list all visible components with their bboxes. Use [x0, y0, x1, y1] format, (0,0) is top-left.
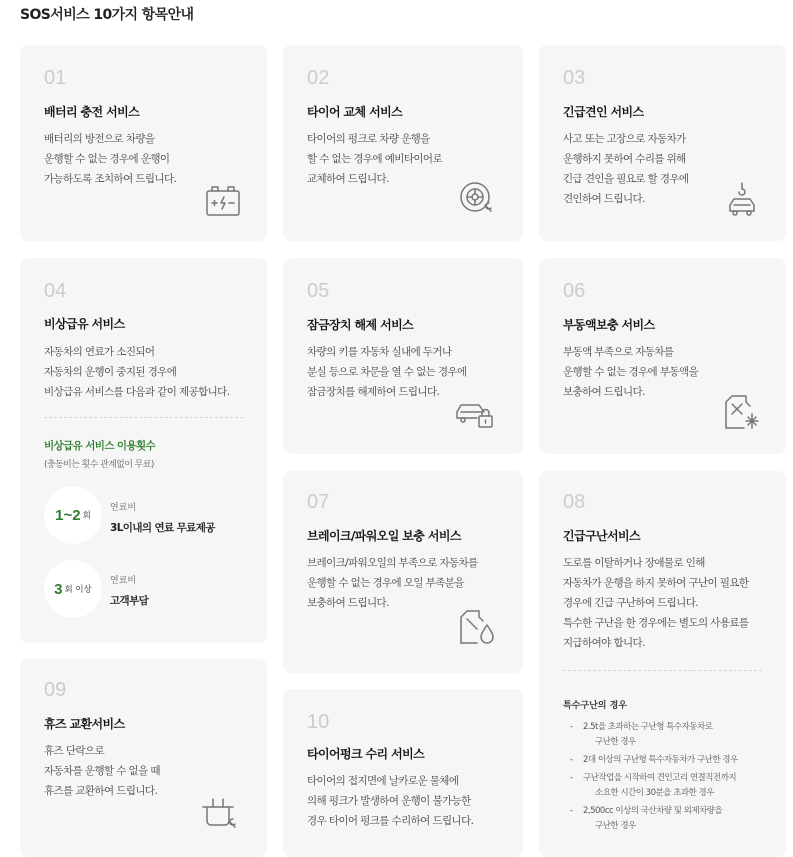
- antifreeze-can-icon: [722, 392, 762, 432]
- service-number: 09: [44, 679, 67, 701]
- service-card-tow: [539, 45, 786, 241]
- list-item: - 2,500cc 이상의 국산차량 및 외제차량을 구난한 경우: [563, 804, 738, 834]
- service-desc: 부동액 부족으로 자동차를 운행할 수 없는 경우에 부동액을 보충하여 드립니다.: [563, 346, 699, 398]
- service-card-tire: [283, 45, 523, 241]
- divider: [563, 670, 762, 671]
- service-title: 브레이크/파워오일 보충 서비스: [307, 529, 461, 543]
- service-title: 타이어 교체 서비스: [307, 105, 403, 119]
- tow-car-icon: [722, 181, 762, 221]
- service-title: 잠금장치 해제 서비스: [307, 318, 414, 332]
- service-desc: 타이어의 접지면에 날카로운 물체에 의해 펑크가 발생하여 운행이 불가능한 경우 타이어 펑크를 수리하여 드립니다.: [307, 775, 474, 827]
- service-number: 03: [563, 67, 586, 89]
- service-card-fuel: [20, 258, 267, 643]
- special-rescue-list: [563, 720, 738, 834]
- service-desc: 휴즈 단락으로 자동차를 운행할 수 없을 때 휴즈를 교환하여 드립니다.: [44, 745, 160, 797]
- service-card-battery: [20, 45, 267, 241]
- service-desc: 차량의 키를 자동차 실내에 두거나 분실 등으로 차문을 열 수 없는 경우에 잠금장치를 해제하여 드립니다.: [307, 346, 467, 398]
- service-card-antifreeze: [539, 258, 786, 454]
- service-desc: 사고 또는 고장으로 자동차가 운행하지 못하여 수리를 위해 긴급 견인을 필요로 할 경우에 견인하여 드립니다.: [563, 133, 689, 205]
- fuel-tier-label: 연료비: [110, 576, 137, 586]
- service-card-unlock: [283, 258, 523, 454]
- divider: [44, 417, 243, 418]
- fuel-usage-note: (충동비는 횟수 관계없이 무료): [44, 460, 154, 470]
- service-desc: 도로를 이탈하거나 장애물로 인해 자동차가 운행을 하지 못하여 구난이 필요한 경우에 긴급 구난하여 드립니다. 특수한 구난을 한 경우에는 별도의 사용료를 지급하여야 합니다.: [563, 557, 749, 649]
- service-title: 배터리 충전 서비스: [44, 105, 140, 119]
- service-number: 10: [307, 711, 330, 733]
- service-title: 긴급구난서비스: [563, 529, 640, 543]
- service-number: 05: [307, 280, 330, 302]
- service-title: 부동액보충 서비스: [563, 318, 655, 332]
- service-title: 휴즈 교환서비스: [44, 717, 125, 731]
- battery-icon: [203, 181, 243, 221]
- fuse-wrench-icon: [201, 793, 241, 833]
- service-desc: 타이어의 펑크로 차량 운행을 할 수 없는 경우에 예비타이어로 교체하여 드립니다.: [307, 133, 443, 185]
- service-card-fuse: [20, 659, 267, 857]
- fuel-tier-value: 고객부담: [110, 595, 149, 607]
- service-title: 타이어펑크 수리 서비스: [307, 747, 425, 761]
- service-desc: 자동차의 연료가 소진되어 자동차의 운행이 중지된 경우에 비상급유 서비스를 다음과 같이 제공합니다.: [44, 346, 230, 398]
- service-desc: 브레이크/파워오일의 부족으로 자동차를 운행할 수 없는 경우에 오일 부족분을 보충하여 드립니다.: [307, 557, 478, 609]
- fuel-tier-badge: 1~2 회: [44, 486, 102, 544]
- fuel-tier-badge: 3 회 이상: [44, 560, 102, 618]
- service-card-brake-oil: [283, 471, 523, 673]
- service-title: 비상급유 서비스: [44, 317, 125, 331]
- service-number: 01: [44, 67, 67, 89]
- special-rescue-title: 특수구난의 경우: [563, 701, 627, 711]
- list-item: - 2대 이상의 구난형 특수자동차가 구난한 경우: [563, 753, 738, 768]
- service-number: 07: [307, 491, 330, 513]
- service-number: 04: [44, 280, 67, 302]
- list-item: - 구난작업을 시작하여 견인고리 연결직전까지 소요한 시간이 30분을 초과한 경우: [563, 771, 738, 801]
- service-number: 06: [563, 280, 586, 302]
- tire-wrench-icon: [457, 177, 497, 217]
- list-item: - 2.5t을 초과하는 구난형 특수자동차로 구난한 경우: [563, 720, 738, 750]
- oil-can-icon: [457, 607, 497, 647]
- page-title: SOS서비스 10가지 항목안내: [20, 7, 194, 23]
- service-number: 02: [307, 67, 330, 89]
- fuel-tier-value: 3L이내의 연료 무료제공: [110, 522, 215, 534]
- service-number: 08: [563, 491, 586, 513]
- service-card-rescue: [539, 471, 786, 857]
- fuel-tier-label: 연료비: [110, 503, 137, 513]
- service-desc: 배터리의 방전으로 차량을 운행할 수 없는 경우에 운행이 가능하도록 조치하여 드립니다.: [44, 133, 177, 185]
- fuel-usage-title: 비상급유 서비스 이용횟수: [44, 440, 156, 452]
- service-title: 긴급견인 서비스: [563, 105, 644, 119]
- car-lock-icon: [455, 392, 495, 432]
- service-card-tire-repair: [283, 689, 523, 857]
